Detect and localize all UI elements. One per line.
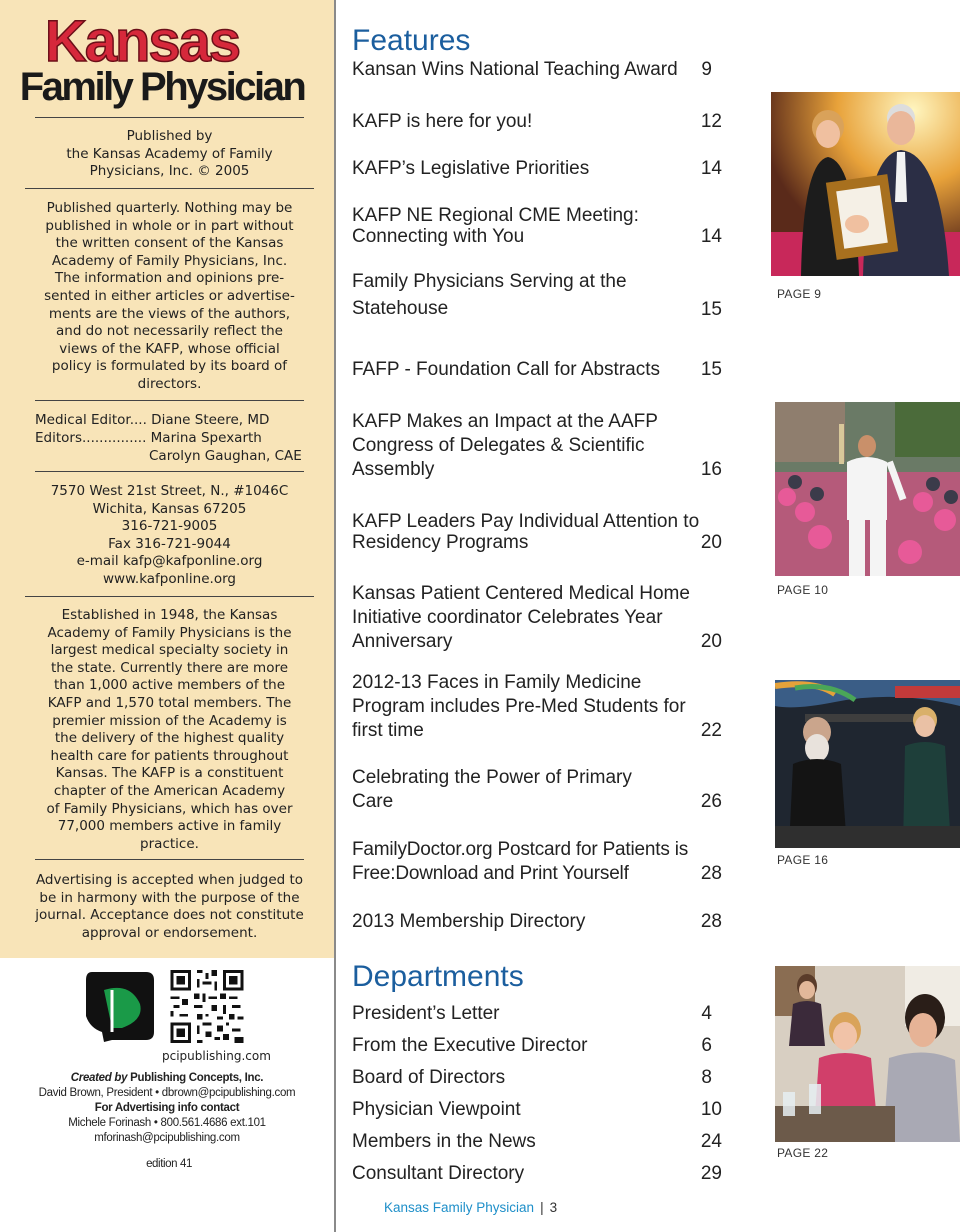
toc-item[interactable] [352,205,722,247]
toc-item[interactable] [352,358,722,382]
toc-item[interactable] [352,910,722,934]
publisher-line: the Kansas Academy of Family [66,145,273,162]
toc-item[interactable] [352,766,722,814]
disclaimer-line: Published quarterly. Nothing may be [46,200,293,216]
toc-item-page: 26 [700,791,722,812]
edition-number: edition 41 [146,1158,192,1170]
address-line: Wichita, Kansas 67205 [92,500,247,517]
about-line: largest medical specialty society in [50,642,289,659]
toc-item-title: Family Physicians Serving at the Statehouse [352,271,627,319]
stage-panel-photo-icon[interactable] [775,680,960,848]
divider [25,596,314,597]
award-photo-icon[interactable] [771,92,960,276]
toc-item-page: 22 [700,720,722,741]
divider [35,859,304,860]
footer-publication: Kansas Family Physician [384,1200,535,1215]
advertising-line: journal. Acceptance does not constitute [35,907,304,924]
dept-item-title: Board of Directors [352,1067,506,1088]
photo-caption: PAGE 22 [777,1146,829,1160]
about-line: practice. [140,835,199,852]
toc-item-title: FAFP - Foundation Call for Abstracts [352,359,661,380]
advertising-line: be in harmony with the purpose of the [39,889,300,906]
divider [35,471,304,472]
publisher-url[interactable]: pcipublishing.com [162,1049,271,1063]
departments-heading: Departments [352,960,524,993]
toc-item[interactable] [352,157,722,181]
masthead-title-kansas: Kansas [44,9,240,74]
disclaimer [30,200,309,394]
disclaimer-line: views of the KAFP, whose official [59,340,280,357]
photo-caption: PAGE 10 [777,583,829,597]
about-line: 77,000 members active in family [57,818,282,835]
dept-item-page: 8 [701,1067,712,1088]
about-line: Established in 1948, the Kansas [61,607,278,623]
toc-item-title: KAFP NE Regional CME Meeting: Connecting with You [352,205,639,247]
toc-item[interactable] [352,511,722,553]
fax: Fax 316-721-9044 [108,535,231,552]
photo-caption: PAGE 16 [777,853,829,867]
about-line: Academy of Family Physicians is the [47,624,292,641]
about-line: KAFP and 1,570 total members. The [47,694,292,711]
toc-item-page: 15 [700,299,722,320]
divider [35,400,304,401]
dept-item[interactable] [352,1034,722,1058]
about-line: Kansas. The KAFP is a constituent [55,765,284,782]
about-line: of Family Physicians, which has over [46,800,293,817]
toc-item[interactable] [352,582,722,654]
advertising-email: mforinash@pcipublishing.com [94,1132,240,1144]
toc-item-title: Celebrating the Power of Primary Care [352,767,632,812]
toc-item-page: 20 [700,631,722,652]
about-line: the delivery of the highest quality [54,730,285,747]
editor: Editors............... Marina Spexarth [35,430,262,446]
pci-logo-icon [82,970,156,1043]
disclaimer-line: the written consent of the Kansas [55,235,284,252]
dept-item-page: 24 [700,1131,722,1152]
dept-item[interactable] [352,1002,722,1026]
toc-item-page: 28 [700,911,722,932]
toc-item-page: 12 [700,111,722,132]
divider [25,188,314,189]
photo-caption: PAGE 9 [777,287,822,301]
created-by-label: Created by [70,1072,128,1084]
publisher-name: Publishing Concepts, Inc. [130,1072,264,1084]
dept-item-title: Physician Viewpoint [352,1099,521,1120]
toc-item-title: KAFP’s Legislative Priorities [352,158,590,179]
about-line: the state. Currently there are more [50,659,289,676]
toc-item-title: KAFP Makes an Impact at the AAFP Congress of Delegates & Scientific Assembly [352,411,658,480]
disclaimer-line: ments are the views of the authors, [48,305,291,322]
toc-item-title: KAFP Leaders Pay Individual Attention to Residency Programs [352,511,700,553]
toc-item[interactable] [352,410,722,482]
toc-item-page: 14 [700,158,722,179]
editor: Carolyn Gaughan, CAE [149,448,302,464]
about-line: than 1,000 active members of the [53,677,286,694]
disclaimer-line: policy is formulated by its board of [51,358,288,375]
about-line: chapter of the American Academy [53,782,286,799]
advertising-contact-label: For Advertising info contact [94,1102,240,1114]
toc-item[interactable] [352,268,722,322]
dept-item-page: 10 [700,1099,722,1120]
dept-item-title: From the Executive Director [352,1035,588,1056]
phone: 316-721-9005 [121,518,218,535]
disclaimer-line: sented in either articles or advertise- [44,287,295,304]
publisher-line: Published by [126,128,213,144]
torch-relay-photo-icon[interactable] [775,402,960,576]
toc-item-title: Kansan Wins National Teaching Award [352,59,678,80]
contact-info [30,483,309,589]
toc-item-title: Kansas Patient Centered Medical Home Initiative coordinator Celebrates Year Anniversary [352,583,690,652]
advertising-line: Advertising is accepted when judged to [35,872,304,888]
toc-item-page: 16 [700,459,722,480]
advertising-policy [30,872,309,942]
dept-item-page: 29 [700,1163,722,1184]
disclaimer-line: published in whole or in part without [45,217,294,234]
dept-item-page: 4 [701,1003,712,1024]
toc-item-page: 28 [700,863,722,884]
email: e-mail kafp@kafponline.org [76,553,263,570]
toc-item-title: FamilyDoctor.org Postcard for Patients is Free:Download and Print Yourself [352,839,689,884]
president-line: David Brown, President • dbrown@pcipublishing.com [38,1087,296,1099]
address-line: 7570 West 21st Street, N., #1046C [50,483,289,499]
dept-item[interactable] [352,1066,722,1090]
column-divider [334,0,336,1232]
disclaimer-line: directors. [137,375,202,392]
masthead-title-family-physician: Family Physician [19,65,305,109]
toc-item-title: 2012-13 Faces in Family Medicine Program includes Pre-Med Students for first time [352,672,686,741]
toc-item-page: 20 [700,532,722,553]
divider [35,117,304,118]
dept-item[interactable] [352,1098,722,1122]
toc-item[interactable] [352,671,722,743]
students-photo-icon[interactable] [775,966,960,1142]
about-academy [30,607,309,853]
publisher-info [30,128,309,181]
dept-item-title: Members in the News [352,1131,536,1152]
disclaimer-line: and do not necessarily reflect the [55,323,283,340]
toc-item-page: 9 [701,59,712,80]
features-heading: Features [352,24,471,57]
toc-item-page: 14 [700,226,722,247]
about-line: health care for patients throughout [50,747,289,764]
publisher-credits [0,1071,334,1146]
created-by-line [0,1071,334,1086]
disclaimer-line: Academy of Family Physicians, Inc. [51,252,288,269]
disclaimer-line: The information and opinions pre- [54,270,285,287]
dept-item-page: 6 [701,1035,712,1056]
advertising-line: approval or endorsement. [81,924,258,941]
toc-item[interactable] [352,838,722,886]
toc-item[interactable] [352,110,722,134]
page-footer [384,1200,557,1215]
about-line: premier mission of the Academy is [52,712,287,729]
advertising-contact: Michele Forinash • 800.561.4686 ext.101 [68,1117,266,1129]
toc-item-page: 15 [700,359,722,380]
dept-item[interactable] [352,1130,722,1154]
page-number: 3 [549,1200,558,1215]
toc-item-title: KAFP is here for you! [352,111,533,132]
toc-item[interactable] [352,58,722,82]
dept-item-title: Consultant Directory [352,1163,525,1184]
toc-item-title: 2013 Membership Directory [352,911,586,932]
publisher-line: Physicians, Inc. © 2005 [89,163,250,180]
dept-item[interactable] [352,1162,722,1186]
qr-code-icon[interactable] [170,970,244,1043]
footer-separator: | [540,1200,544,1215]
dept-item-title: President’s Letter [352,1003,500,1024]
editors-list [35,411,315,465]
medical-editor: Medical Editor.... Diane Steere, MD [35,412,270,428]
website: www.kafponline.org [103,570,236,587]
